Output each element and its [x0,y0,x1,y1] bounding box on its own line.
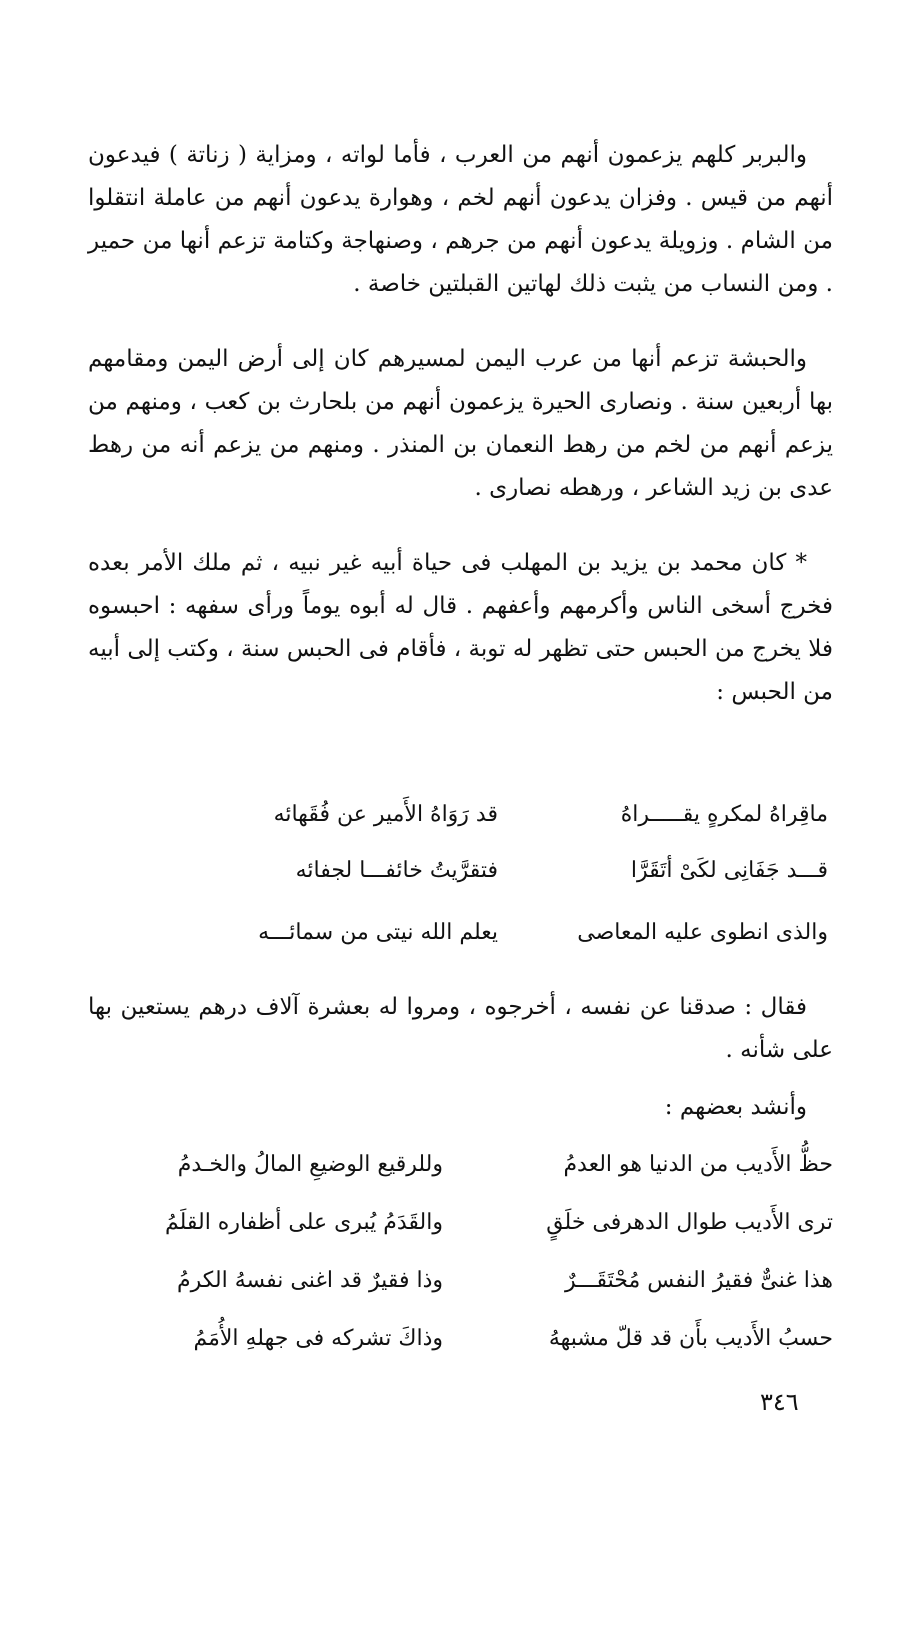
verse-first-hemistich: والذى انطوى عليه المعاصى [577,920,828,945]
paragraph-text: * كان محمد بن يزيد بن المهلب فى حياة أبيه غير نبيه ، ثم ملك الأمر بعده فخرج أسخى الناس وأكرمهم وأعفهم . قال له أبوه يوماً ورأى سفهه : احبسوه فلا يخرج من الحبس حتى تظهر له توبة ، فأقام فى الحبس سنة ، وكتب إلى أبيه من الحبس : [88,550,833,705]
paragraph-text: والحبشة تزعم أنها من عرب اليمن لمسيرهم كان إلى أرض اليمن ومقامهم بها أربعين سنة . ونصارى الحيرة يزعمون أنهم من بلحارث بن كعب ، ومنهم من يزعم أنهم من لخم من رهط النعمان بن المنذر . ومنهم من يزعم أنه من رهط عدى بن زيد الشاعر ، ورهطه نصارى . [88,346,833,501]
verse-second-hemistich: فتقرَّيتُ خائفـــا لجفائه [295,858,498,883]
verse-line [88,856,828,886]
verse-line [88,1324,833,1354]
paragraph-release [88,986,833,1072]
verse-line [88,1150,833,1180]
verse-second-hemistich: والقَدَمُ يُبرى على أظفاره القلَمُ [164,1210,443,1235]
verse-line [88,918,828,948]
verse-second-hemistich: وذاكَ تشركه فى جهلهِ الأُمَمُ [193,1326,443,1351]
verse-line [88,1266,833,1296]
verse-second-hemistich: قد رَوَاهُ الأَمير عن فُقَهائه [273,802,498,827]
verse-line [88,1208,833,1238]
paragraph-muhammad-ibn-yazid [88,542,833,714]
verse-first-hemistich: هذا غنىٌّ فقيرُ النفس مُحْتَقَـــرٌ [565,1268,833,1293]
paragraph-text: فقال : صدقنا عن نفسه ، أخرجوه ، ومروا له بعشرة آلاف درهم يستعين بها على شأنه . [88,994,833,1063]
verse-first-hemistich: ترى الأَديب طوال الدهرفى خلَقٍ [546,1210,833,1235]
verse-line [88,800,828,830]
paragraph-text: وأنشد بعضهم : [664,1094,807,1120]
paragraph-recited [88,1086,833,1129]
paragraph-abyssinians [88,338,833,510]
verse-first-hemistich: ماقِراهُ لمكرهٍ يقـــــراهُ [620,802,828,827]
page-number: ٣٤٦ [760,1388,799,1416]
verse-first-hemistich: حسبُ الأَديب بأَن قد قلّ مشبههُ [548,1326,833,1351]
verse-first-hemistich: قـــد جَفَانِى لكَىْ أتَقَرَّا [630,858,828,883]
verse-second-hemistich: يعلم الله نيتى من سمائـــه [258,920,498,945]
verse-second-hemistich: وللرقيع الوضيعِ المالُ والخـدمُ [177,1152,443,1177]
verse-second-hemistich: وذا فقيرٌ قد اغنى نفسهُ الكرمُ [177,1268,443,1293]
paragraph-text: والبربر كلهم يزعمون أنهم من العرب ، فأما لواته ، ومزاية ( زناتة ) فيدعون أنهم من قيس . وفزان يدعون أنهم لخم ، وهوارة يدعون أنهم من عاملة انتقلوا من الشام . وزويلة يدعون أنهم من جرهم ، وصنهاجة وكتامة تزعم أنها من حمير . ومن النساب من يثبت ذلك لهاتين القبلتين خاصة . [88,142,833,297]
paragraph-berbers [88,134,833,306]
verse-first-hemistich: حظُّ الأَديب من الدنيا هو العدمُ [563,1152,833,1177]
